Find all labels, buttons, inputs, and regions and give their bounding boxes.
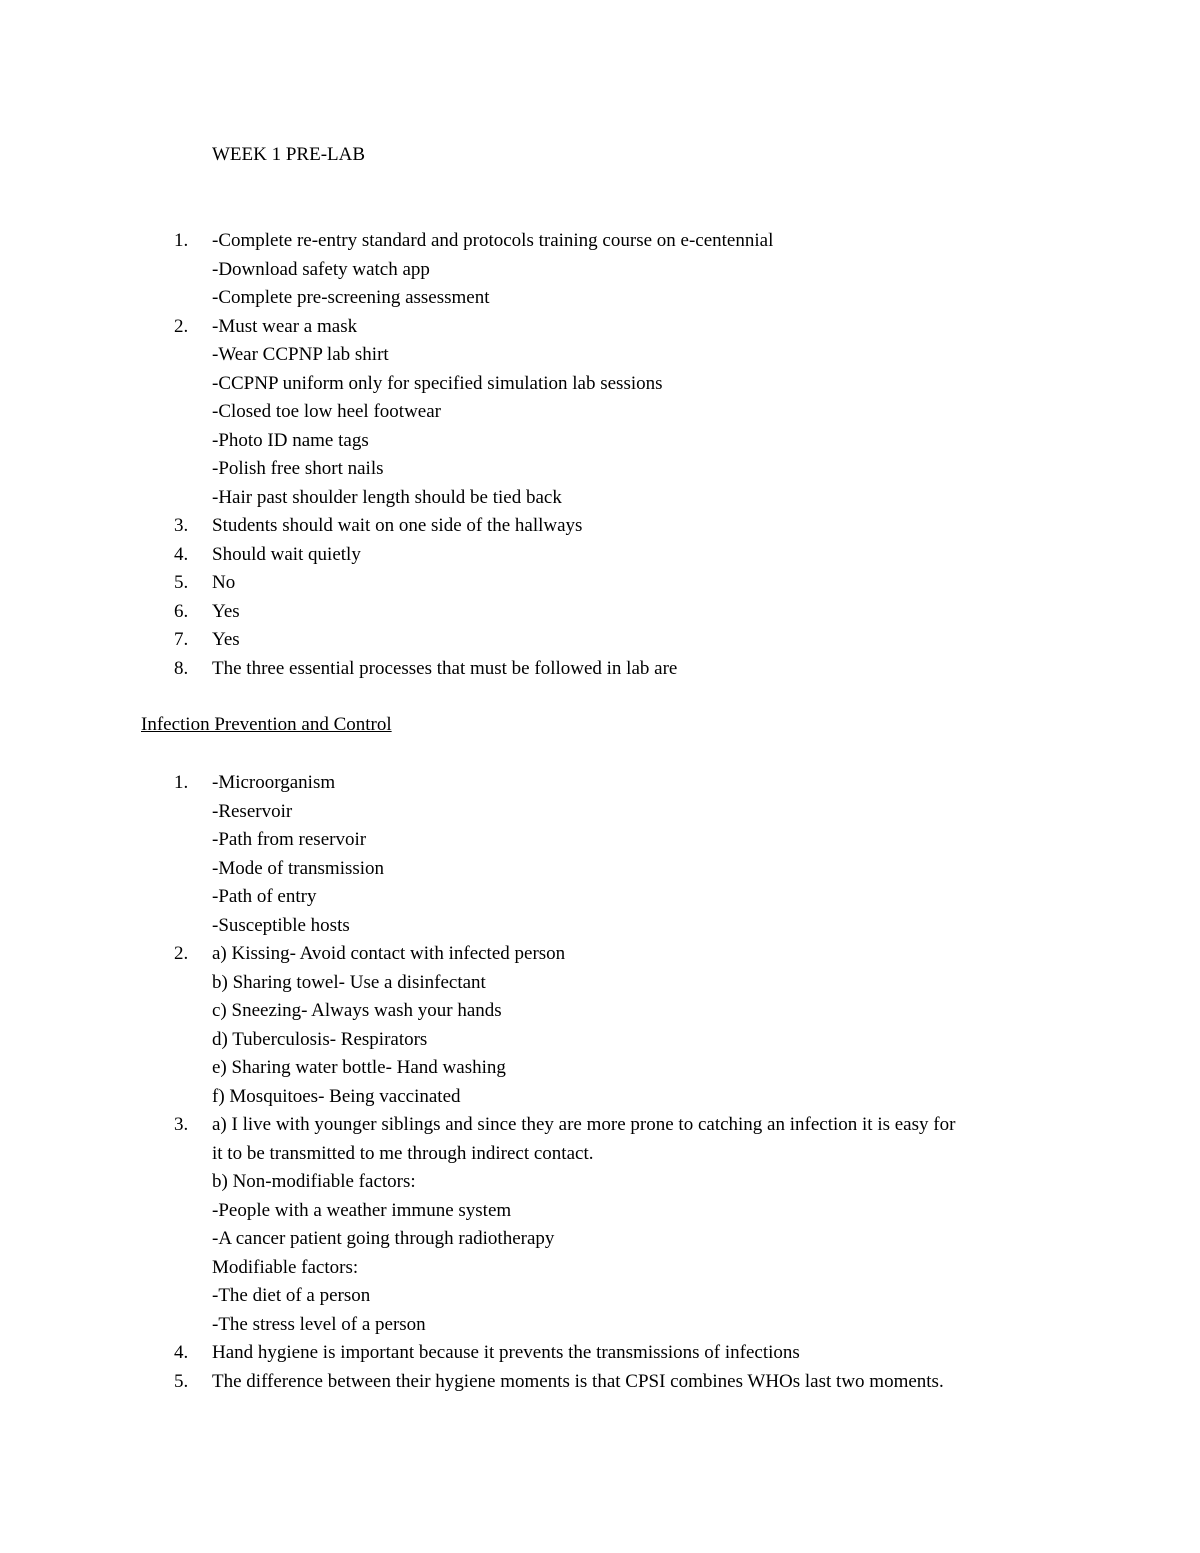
answer-line: Yes [212, 629, 240, 650]
item-number: 6. [174, 600, 189, 622]
answer-line: -Wear CCPNP lab shirt [212, 344, 389, 365]
answer-line: -Path from reservoir [212, 829, 367, 850]
item-number: 8. [174, 657, 189, 679]
answer-line: The difference between their hygiene moments is that CPSI combines WHOs last two moments. [212, 1370, 944, 1392]
list-item [0, 769, 1200, 940]
answer-line: f) Mosquitoes- Being vaccinated [212, 1085, 461, 1107]
prelab-question-list [0, 227, 1200, 683]
answer-line: -Path of entry [212, 886, 317, 907]
answer-line: -Reservoir [212, 800, 293, 822]
list-item [0, 940, 1200, 1111]
answer-line: -Mode of transmission [212, 857, 385, 879]
answer-line: e) Sharing water bottle- Hand washing [212, 1057, 506, 1078]
list-item [0, 569, 1200, 598]
document-title: WEEK 1 PRE-LAB [212, 144, 366, 165]
item-number: 1. [174, 772, 189, 793]
answer-line: -Complete re-entry standard and protocols training course on e-centennial [212, 230, 774, 251]
section-heading: Infection Prevention and Control [141, 714, 392, 735]
list-item [0, 598, 1200, 627]
answer-line: -The diet of a person [212, 1285, 371, 1306]
answer-line: -People with a weather immune system [212, 1199, 512, 1221]
answer-line: Yes [212, 600, 240, 622]
item-number: 3. [174, 515, 189, 536]
list-item [0, 626, 1200, 655]
answer-line: it to be transmitted to me through indirect contact. [212, 1142, 594, 1164]
answer-line: Hand hygiene is important because it prevents the transmissions of infections [212, 1342, 800, 1363]
list-item [0, 512, 1200, 541]
answer-line: -Photo ID name tags [212, 429, 369, 451]
item-number: 2. [174, 943, 189, 964]
item-number: 7. [174, 629, 189, 650]
infection-question-list [0, 769, 1200, 1396]
answer-line: Should wait quietly [212, 543, 361, 565]
list-item [0, 541, 1200, 570]
answer-line: -Microorganism [212, 772, 336, 793]
answer-line: a) I live with younger siblings and since they are more prone to catching an infection it is easy for [212, 1114, 956, 1135]
list-item [0, 313, 1200, 513]
list-item [0, 655, 1200, 684]
answer-line: a) Kissing- Avoid contact with infected person [212, 943, 566, 964]
item-number: 5. [174, 572, 189, 593]
answer-line: -Download safety watch app [212, 258, 430, 280]
answer-line: -Susceptible hosts [212, 914, 350, 936]
answer-line: -Closed toe low heel footwear [212, 401, 441, 422]
answer-line: -Polish free short nails [212, 458, 384, 479]
answer-line: -Hair past shoulder length should be tied back [212, 486, 562, 508]
item-number: 4. [174, 1342, 189, 1363]
item-number: 3. [174, 1114, 189, 1135]
answer-line: -Complete pre-screening assessment [212, 287, 490, 308]
list-item [0, 1339, 1200, 1368]
answer-line: No [212, 572, 236, 593]
item-number: 1. [174, 230, 189, 251]
item-number: 4. [174, 543, 189, 565]
answer-line: -CCPNP uniform only for specified simulation lab sessions [212, 372, 663, 394]
item-number: 5. [174, 1370, 189, 1392]
answer-line: d) Tuberculosis- Respirators [212, 1028, 428, 1050]
answer-line: c) Sneezing- Always wash your hands [212, 1000, 502, 1021]
list-item [0, 1368, 1200, 1397]
list-item [0, 227, 1200, 313]
answer-line: -Must wear a mask [212, 315, 358, 337]
list-item [0, 1111, 1200, 1339]
item-number: 2. [174, 315, 189, 337]
answer-line: The three essential processes that must be followed in lab are [212, 657, 678, 679]
answer-line: -The stress level of a person [212, 1313, 426, 1335]
answer-line: Modifiable factors: [212, 1256, 359, 1278]
answer-line: b) Non-modifiable factors: [212, 1171, 416, 1192]
answer-line: Students should wait on one side of the hallways [212, 515, 583, 536]
answer-line: b) Sharing towel- Use a disinfectant [212, 971, 486, 993]
answer-line: -A cancer patient going through radiotherapy [212, 1228, 555, 1249]
